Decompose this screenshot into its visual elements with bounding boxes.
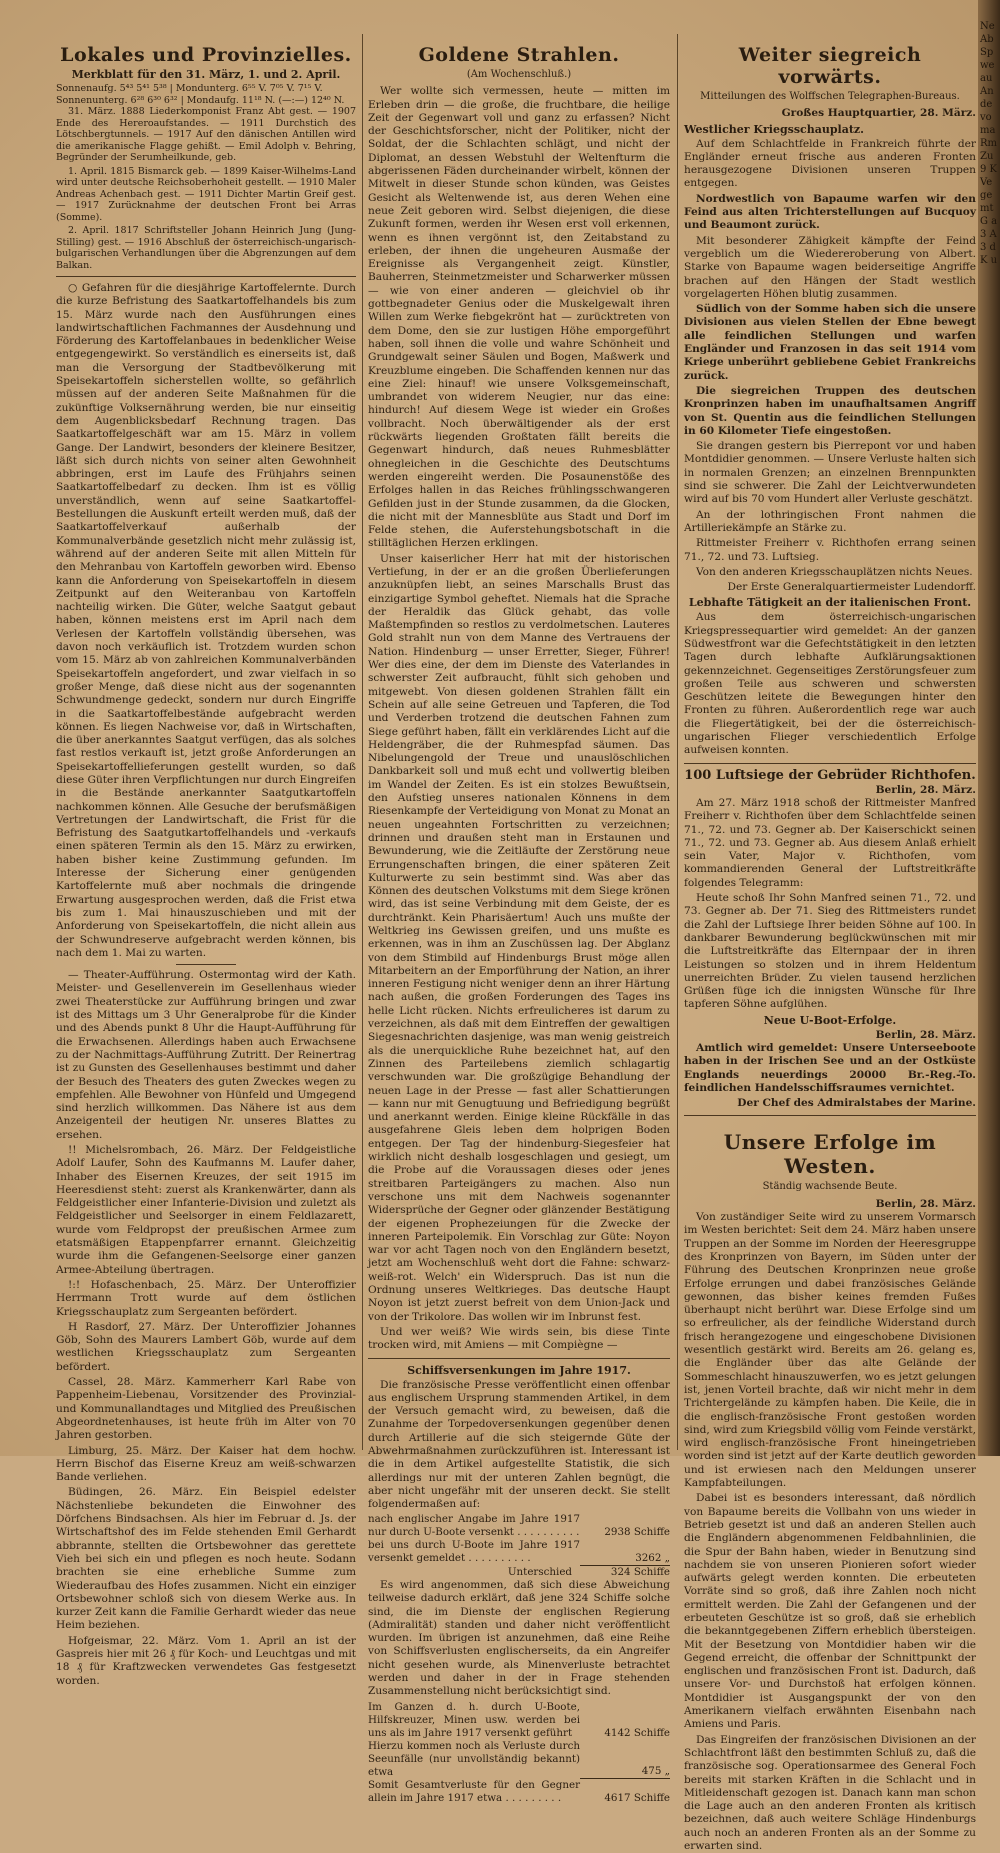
column-rule [362,34,363,1450]
divider [684,763,976,764]
divider [56,276,356,277]
report-paragraph: Nordwestlich von Bapaume warfen wir den Feind aus alten Trichterstellungen auf Bucquoy und Beaumont zurück. [684,192,976,232]
table-row [368,1779,670,1805]
article: Es wird angenommen, daß sich diese Abweichung teilweise dadurch erklärt, daß jene 324 Schiffe solche sind, die im Dienste der englischen Regierung (Admiralität) standen und daher nicht veröffentlicht wurden. Im übrigen ist anzunehmen, daß eine Reihe von Schiffsverlusten englischerseits, da ein Angreifer nicht gesehen wurde, als Minenverluste betrachtet werden und daher in der in Frage stehenden Zusammenstellung nicht berücksichtigt sind. [368,1578,670,1698]
table-cell-value: 3262 „ [635,1551,670,1564]
section-subtitle: Ständig wachsende Beute. [762,1181,898,1193]
report-paragraph: Von den anderen Kriegsschauplätzen nichts Neues. [696,565,973,578]
article-heading: Westlicher Kriegsschauplatz. [684,122,864,136]
report-paragraph: Auf dem Schlachtfelde in Frankreich führte der Engländer erneut frische aus anderen Fronten herausgezogene Divisionen unseren Truppen entgegen. [684,137,976,190]
article-heading: 100 Luftsiege der Gebrüder Richthofen. [684,767,976,783]
report-paragraph: Die siegreichen Truppen des deutschen Kronprinzen haben im unaufhaltsamen Angriff von St. Quentin aus die feindlichen Stellungen in 60 Kilometer Tiefe eingestoßen. [684,384,976,437]
stats-table [368,1701,670,1805]
section-subtitle: Mitteilungen des Wolffschen Telegraphen-Bureaus. [700,91,960,102]
signature: Der Erste Generalquartiermeister Ludendorff. [727,581,976,594]
article: Büdingen, 26. März. Ein Beispiel edelster Nächstenliebe bekundeten die Einwohner des Dörfchens Bindsachsen. Als hier im Februar d. Js. der Wirtschaftshof des im Felde stehenden Emil Gerhardt abbrannte, stellten die Ortsbewohner das gerettete Vieh bei sich ein und pflegen es noch heute. Sodann brachten sie eine erhebliche Summe zum Wiederaufbau des Hofes zusammen. Nicht ein einziger Ortsbewohner schloß sich von diesem Werke aus. In kurzer Zeit kann die Familie Gerhardt wieder das neue Heim beziehen. [56,1486,356,1632]
report-paragraph: Sie drangen gestern bis Pierrepont vor und haben Montdidier genommen. — Unsere Verluste halten sich in normalen Grenzen; an einzelnen Brennpunkten sind sie schwerer. Die Zahl der Leichtverwundeten wird auf bis 70 vom Hundert aller Verluste geschätzt. [684,440,977,506]
table-cell-value: 4617 Schiffe [580,1779,670,1805]
report-paragraph: Südlich von der Somme haben sich die unsere Divisionen aus vielen Stellen der Ebne bewegt alle feindlichen Stellungen und warfen Engländer und Franzosen in das seit 1914 vom Kriege unberührt gebliebene Gebiet Frankreichs zurück. [684,303,976,382]
table-cell-value: 2938 Schiffe [604,1526,670,1539]
feature-paragraph: Unser kaiserlicher Herr hat mit der historischen Vertiefung, in der er an die großen Überlieferungen anzuknüpfen liebt, an seines Marschalls Brust das einzigartige Symbol geheftet. Niemals hat die Sprache der Heraldik das Glück gehabt, das volle Maßtempfinden so restlos zu verdolmetschen. Lauteres Gold strahlt nun von dem Manne des Vertrauens der Nation. Hindenburg — unser Erretter, Sieger, Führer! Wer dies eine, der dem im Dienste des Vaterlandes in schwerster Zeit aufbraucht, fühlt sich gehoben und mitgewebt. Von diesen goldenen Strahlen fällt ein Schein auf alle seine Getreuen und Tapferen, die Tod und Verderben trotzend die deutschen Fahnen zum Siege geführt haben, fällt ein verklärendes Licht auf die Heldengräber, die der Ruhmespfad säumen. Das Nibelungengold der Treue und unauslöschlichen Dankbarkeit soll und muß echt und vollwertig bleiben im Wandel der Zeiten. Es ist ein stolzes Bewußtsein, den Aufstieg unseres nationalen Könnens in dem Riesenkampfe der Verteidigung von Monat zu Monat an neuen ungeahnten Fortschritten zu verzeichnen; drinnen und draußen steht man in Erstaunen und Bewunderung, wie die Zeitläufte der Zerstörung neue Errungenschaften bringen, die einer späteren Zeit Kulturwerte zu sein bestimmt sind. Was aber das Können des deutschen Volkstums mit dem Siege krönen wird, das ist seine Verbindung mit dem Geiste, der es durchtränkt. Kein Pharisäertum! Auch uns mußte der Weltkrieg ins Gewissen greifen, und uns mußte es erkennen, was in ihm an Zuschüssen lag. Der Abglanz von dem Stimbild auf Hindenburgs Brust möge allen Mitarbeitern an der Emporführung der Nation, an ihrer inneren Festigung nicht weniger denn an ihrer Härtung nach außen, die großen Forderungen des Tages ins helle Licht rücken. Nichts erfreulicheres ist darum zu verzeichnen, als daß mit dem Eintreffen der gewaltigen Siegesnachrichten dasjenige, was man wenig geistreich als die unerquickliche Ruhe bezeichnet hat, auf den Zinnen des Parteilebens ziemlich schlagartig verschwunden war. Die großzügige Behandlung der neuen Lage in der Presse — fast aller Schattierungen — kann nur mit Genugtuung und Befriedigung begrüßt und anerkannt werden. Einige kleine Rückfälle in das ausgefahrene Gleis leben dem holprigen Boden entgegen. Der Tag der hindenburg-Siegesfeier hat wirklich nicht deshalb losgeschlagen und gesiegt, um die Probe auf die Voraussagen dieses oder jenes streitbaren Parteigängers zu machen. Also nun verschone uns mit dem Nachweis sogenannter Widersprüche der Gegner oder glänzender Bestätigung der eigenen Prophezeiungen für die Zwecke der inneren Parteipolemik. Ein Vorschlag zur Güte: Noyon war vor acht Tagen noch von den Engländern besetzt, jetzt am Wochenschluß weht dort die Fahne: schwarz-weiß-rot. Welch' ein Widerspruch. Das ist nun die Ordnung unseres Weltkrieges. Das deutsche Haupt Noyon ist jetzt zuerst befreit von dem Union-Jack und von der Trikolore. Das wollen wir im Inbrunst fest. [368,552,670,1323]
article-heading: Schiffsversenkungen im Jahre 1917. [407,1363,631,1377]
table-cell-value: 324 Schiffe [580,1565,670,1579]
report-paragraph: Das Eingreifen der französischen Divisionen an der Schlachtfront läßt den bestimmten Schluß zu, daß die französische sog. Operationsarmee des General Foch bereits mit starken Kräften in die Schlacht und in Mitleidenschaft gezogen ist. Danach kann man schon die Lage auch an den anderen Fronten als kritisch bezeichnen, daß auch weitere Schläge Hindenburgs auch noch an anderen Fronten als an der Somme zu erwarten sind. [684,1733,976,1853]
feature-subtitle: (Am Wochenschluß.) [466,69,572,80]
article: Limburg, 25. März. Der Kaiser hat dem hochw. Herrn Bischof das Eiserne Kreuz am weiß-schwarzen Bande verliehen. [56,1444,356,1484]
table-cell-value: 4142 Schiffe [604,1726,670,1739]
table-row [368,1513,670,1539]
report-paragraph: Am 27. März 1918 schoß der Rittmeister Manfred Freiherr v. Richthofen über dem Schlachtfelde seinen 71., 72. und 73. Gegner ab. Der Kaiserschickt seinen 71., 72. und 73. Gegner ab. Aus diesem Anlaß erhielt sein Vater, Major v. Richthofen, vom kommandierenden General der Luftstreitkräfte folgendes Telegramm: [684,796,976,889]
report-paragraph: Aus dem österreichisch-ungarischen Kriegspressequartier wird gemeldet: An der ganzen Südwestfront war die Gefechtstätigkeit in den letzten Tagen durch lebhafte Aufklärungsaktionen gekennzeichnet. Gegenseitiges Zerstörungsfeuer zum großen Teile aus schweren und schwersten Geschützen leitete die Bewegungen hinter den Fronten zu führen. Außerordentlich rege war auch die Fliegertätigkeit, bei der die österreichisch-ungarischen Flieger verschiedentlich Erfolge aufweisen konnten. [684,611,976,757]
article: Hofgeismar, 22. März. Vom 1. April an ist der Gaspreis hier mit 26 ₰ für Koch- und Leuchtgas und mit 18 ₰ für Kraftzwecken verwendetes Gas festgesetzt worden. [56,1634,356,1687]
table-cell-value: 475 „ [641,1765,670,1778]
divider [176,964,236,965]
report-paragraph: Von zuständiger Seite wird zu unserem Vormarsch im Westen berichtet: Seit dem 24. März haben unsere Truppen an der Somme im Norden der Heeresgruppe des Kronprinzen von Bayern, im Süden unter der Führung des Deutschen Kronprinzen neue große Erfolge errungen und dabei französisches Gelände gewonnen, das bisher keines fremden Fußes überhaupt nicht berührt war. Diese Erfolge sind um so erfreulicher, als der feindliche Widerstand durch frisch herangezogene und eingeschobene Divisionen wesentlich gestärkt wird. Bereits am 26. gelang es, die Engländer über das alte Gelände der Sommeschlacht hinauszuwerfen, wo es jetzt gelungen ist, jenen Vorteil brachte, daß wir nicht mehr in dem Trichtergelände zu kämpfen haben. Die Keile, die in die englisch-französische Front gestoßen worden sind, wird zum Kriegsbild völlig vom Feinde verstärkt, wird englisch-französische Front hineingetrieben worden sind ist jetzt auf der Karte deutlich geworden und ist erwiesen nach den Meldungen unserer Kampfabteilungen. [684,1211,976,1490]
article-heading: Lebhafte Tätigkeit an der italienischen Front. [688,596,972,610]
column-war-reports [684,34,977,1853]
report-paragraph: Mit besonderer Zähigkeit kämpfte der Feind vergeblich um die Wiedereroberung von Albert. Starke von Bapaume wagen beiderseitige Angriffe brachen auf den Hängen der Stadt westlich vorgelagerten Höhen blutig zusammen. [684,234,976,300]
table-cell-label: Somit Gesamtverluste für den Gegner allein im Jahre 1917 etwa . . . . . . . . . [368,1778,580,1804]
table-row [368,1740,670,1779]
history-entry: 2. April. 1817 Schriftsteller Johann Heinrich Jung (Jung-Stilling) gest. — 1916 Abschluß der österreichisch-ungarisch-bulgarischen Verhandlungen über die Abgrenzungen auf dem Balkan. [56,225,356,271]
column-local-news [56,34,356,1687]
dateline: Berlin, 28. März. [875,1197,976,1210]
article: — Theater-Aufführung. Ostermontag wird der Kath. Meister- und Gesellenverein im Gesellenhaus wieder zwei Theaterstücke zur Aufführung bringen und zwar ist des Mittags um 3 Uhr Generalprobe für die Kinder und des Abends punkt 8 Uhr die Haupt-Aufführung für die Erwachsenen. Allerdings haben auch Erwachsene zu der Nachmittags-Aufführung Zutritt. Der Reinertrag ist zu Gunsten des Gesellenhauses bestimmt und daher der Besuch des Theaters des guten Zweckes wegen zu empfehlen. Alle Bewohner von Hünfeld und Umgegend sind herzlich willkommen. Das Nähere ist aus dem Anzeigenteil der heutigen Nr. unseres Blattes zu ersehen. [56,969,356,1141]
article: ○ Gefahren für die diesjährige Kartoffelernte. Durch die kurze Befristung des Saatkartoffelhandels bis zum 15. März wurde nach den Ausführungen eines landwirtschaftlichen Fachmannes der Ausdehnung und Förderung des Kartoffelanbaues in bedenklicher Weise entgegengewirkt. So verständlich es einerseits ist, daß man die Versorgung der Stadtbevölkerung mit Speisekartoffeln sicherstellen wollte, so gefährlich müssen auf der anderen Seite Maßnahmen für die zukünftige Volksernährung werden, bie nur einseitig dem Augenblicksbedarf Rechnung tragen. Das Saatkartoffelgeschäft war am 15. März in vollem Gange. Der Landwirt, besonders der kleinere Besitzer, läßt sich durch nichts von seiner alten Gewohnheit abbringen, erst im Laufe des Frühjahrs seinen Saatkartoffelbedarf zu decken. Ihm ist es völlig unverständlich, wenn auf seine Saatkartoffel-Bestellungen die Auskunft erteilt werden muß, daß der Saatkartoffelverkauf außerhalb der Kommunalverbände gesetzlich nicht mehr zulässig ist, während auf der anderen Seite mit allen Mitteln für den Mehranbau von Kartoffeln geworben wird. Ebenso kann die Anforderung von Speisekartoffeln in diesem Zeitpunkt auf den Weiteranbau von Kartoffeln nachteilig wirken. Die Güter, welche Saatgut gebaut haben, können meistens erst im April nach dem Verlesen der Kartoffeln vollständig übersehen, was davon noch verkäuflich ist. Trotzdem wurden schon vom 15. März ab von zahlreichen Kommunalverbänden Speisekartoffeln angefordert, und zwar vielfach in so großer Menge, daß diese nicht aus der sogenannten Schwundmenge gedeckt, sondern nur durch Eingriffe in die Saatkartoffelbestände aufgebracht werden können. Es liegen Nachweise vor, daß in Wirtschaften, die über anerkanntes Saatgut verfügen, das als solches fast restlos verkauft ist, jetzt große Anforderungen an Speisekartoffellieferungen gestellt wurden, so daß diese Güter ihren Verpflichtungen nur durch Eingreifen in die Bestände anerkannter Saatgutkartoffeln nachkommen können. Alle Gesuche der berufsmäßigen Vertretungen der Landwirtschaft, die Frist für die Befristung des Saatgutkartoffelhandels und -verkaufs einen späteren Termin als den 15. März zu erwirken, haben bisher keine Zustimmung gefunden. Im Interesse der Sicherung einer genügenden Kartoffelernte muß aber nochmals die dringende Erwartung ausgesprochen werden, daß die Frist etwa bis zum 1. Mai hinauszuschieben und mit der Anforderung von Speisekartoffeln, die nicht allein aus der Schwundreserve aufgebracht werden können, bis nach dem 1. Mai zu warten. [56,282,356,959]
section-title: Lokales und Provinzielles. [60,44,352,66]
column-rule [677,34,678,1450]
article: Die französische Presse veröffentlicht einen offenbar aus englischem Ursprung stammenden Artikel, in dem der Versuch gemacht wird, zu beweisen, daß die Zunahme der Torpedoversenkungen gegenüber denen durch Artillerie auf die sich steigernde Güte der Abwehrmaßnahmen zurückzuführen ist. Interessant ist die in dem Artikel aufgestellte Statistik, die sich allerdings nur mit der unteren Zahlen begnügt, die aber nicht ungefähr mit der unseren deckt. Sie stellt folgendermaßen auf: [368,1378,670,1511]
table-cell-label: Hierzu kommen noch als Verluste durch Seeunfälle (nur unvollständig bekannt) etwa [368,1739,580,1778]
report-paragraph: Dabei ist es besonders interessant, daß nördlich von Bapaume bereits die Vollbahn von uns wieder in Betrieb gesetzt ist und daß an anderen Stellen auch die Engländern abgenommenen Feldbahnlinien, die die Spur der Bahn haben, wieder in Benutzung sind nachdem sie von unseren Pionieren sofort wieder aufwärts gelegt werden konnten. Die erbeuteten Vorräte sind so groß, daß ihre Zahlen noch nicht ermittelt werden. Die Zahl der Gefangenen und der erbeuteten Geschütze ist so groß, daß sie erheblich die bekanntgegebenen Ziffern erheblich übersteigen. Mit der Besetzung von Montdidier haben wir die Gegend erreicht, die offenbar der Schnittpunkt der englischen und französischen Front ist. Dadurch, daß unsere Vor- und Durchstoß hat erfolgen können. Montdidier ist Ausgangspunkt der von den Amerikanern vielfach erwähnten Eisenbahn nach Amiens und Paris. [684,1492,976,1731]
table-row [368,1539,670,1565]
table-cell-label: nach englischer Angabe im Jahre 1917 nur durch U-Boote versenkt . . . . . . . . . . [368,1513,580,1539]
table-cell-label: Unterschied [507,1565,572,1578]
almanac-heading: Merkblatt für den 31. März, 1. und 2. April. [71,68,341,81]
edge-text: Ne Ab Sp we au An de vo ma Rm Zu 9 K Ve ge mt G a 3 A 3 d K u [980,21,998,266]
article: !! Michelsrombach, 26. März. Der Feldgeistliche Adolf Laufer, Sohn des Kaufmanns M. Laufer daher, Inhaber des Eisernen Kreuzes, der seit 1915 im Heeresdienst steht: zuerst als Krankenwärter, dann als Feldgeistlicher einer Infanterie-Division und zuletzt als Feldgeistlicher und Seelsorger in einem Feldlazarett, wurde vom Feldpropst der preußischen Armee zum etatsmäßigen Etappenpfarrer ernannt. Gleichzeitig wurde ihm die Gefangenen-Seelsorge einer ganzen Armee-Abteilung übertragen. [56,1144,356,1276]
almanac-line: Sonnenaufg. 5⁴³ 5⁴¹ 5³⁸ | Mondunterg. 6⁵⁵ V. 7⁰⁵ V. 7¹⁵ V. [56,83,323,94]
column-feature [368,34,670,1804]
table-cell-label: bei uns durch U-Boote im Jahre 1917 versenkt gemeldet . . . . . . . . . . [368,1539,580,1565]
divider [684,1115,976,1116]
article: H Rasdorf, 27. März. Der Unteroffizier Johannes Göb, Sohn des Maurers Lambert Göb, wurde auf dem westlichen Kriegsschauplatz zum Sergeanten befördert. [56,1320,356,1373]
report-paragraph: Heute schoß Ihr Sohn Manfred seinen 71., 72. und 73. Gegner ab. Der 71. Sieg des Rittmeisters rundet die Zahl der Luftsiege Ihrer beiden Söhne auf 100. In dankbarer Bewunderung beglückwünschen mit mir die Luftstreitkräfte das Elternpaar der in ihren Leistungen so stolzen und in ihrem Heldentum unerreichten Brüder. Zu vielen tausend herzlichen Grüßen füge ich die innigsten Wünsche für Ihre tapferen Söhne aufglühen. [684,892,976,1011]
section-title: Unsere Erfolge im Westen. [723,1130,937,1179]
feature-paragraph: Und wer weiß? Wie wirds sein, bis diese Tinte trocken wird, mit Amiens — mit Compiègne — [368,1325,670,1352]
signature: Der Chef des Admiralstabes der Marine. [737,1097,976,1110]
dateline: Berlin, 28. März. [875,1028,976,1041]
history-entry: 1. April. 1815 Bismarck geb. — 1899 Kaiser-Wilhelms-Land wird unter deutsche Reichsoberhoheit gestellt. — 1910 Maler Andreas Achenbach gest. — 1911 Dichter Martin Greif gest. — 1917 Zurücknahme der deutschen Front bei Arras (Somme). [56,165,356,223]
table-cell-label: Im Ganzen d. h. durch U-Boote, Hilfskreuzer, Minen usw. werden bei uns als im Jahre 1917 versenkt geführt [368,1700,580,1739]
article-heading: Neue U-Boot-Erfolge. [763,1013,897,1027]
stats-table [368,1513,670,1579]
article: Cassel, 28. März. Kammerherr Karl Rabe von Pappenheim-Liebenau, Vorsitzender des Provinzial- und Kommunallandtages und Mitglied des Preußischen Abgeordnetenhauses, ist heute früh im Alter von 70 Jahren gestorben. [56,1376,356,1442]
report-paragraph: Rittmeister Freiherr v. Richthofen errang seinen 71., 72. und 73. Luftsieg. [684,537,976,563]
article: !:! Hofaschenbach, 25. März. Der Unteroffizier Herrmann Trott wurde auf dem östlichen Kriegsschauplatz zum Sergeanten befördert. [56,1278,356,1318]
dateline: Berlin, 28. März. [875,783,976,796]
section-title: Weiter siegreich vorwärts. [738,44,922,88]
report-paragraph: Amtlich wird gemeldet: Unsere Unterseeboote haben in der Irischen See und an der Ostküste Englands neuerdings 20000 Br.-Reg.-To. feindlichen Handelsschiffsraumes vernichtet. [684,1042,976,1094]
table-row [368,1701,670,1740]
binding-edge [978,0,1000,1456]
report-paragraph: An der lothringischen Front nahmen die Artilleriekämpfe an Stärke zu. [684,508,976,534]
history-entry: 31. März. 1888 Liederkomponist Franz Abt gest. — 1907 Ende des Hereroaufstandes. — 1911 Durchstich des Lötschbergtunnels. — 1917 Auf den dänischen Antillen wird die amerikanische Flagge gehißt. — Emil Adolph v. Behring, Begründer der Serumheilkunde, geb. [56,106,356,163]
feature-paragraph: Wer wollte sich vermessen, heute — mitten im Erleben drin — die große, die fruchtbare, die heilige Zeit der Gegenwart voll und ganz zu erfassen? Nicht der Geschichtsforscher, nicht der Politiker, nicht der Soldat, der die Schlachten schlägt, und nicht der Diplomat, an dessen Webstuhl der Weltenfturm die abgerissenen Fäden durcheinander wirbelt, können der Mitwelt in dieser Stunde schon künden, was Geistes Gesicht als Weltenwende ist, aus deren Wehen eine neue Zeit geboren wird. Selbst diejenigen, die diese Zukunft formen, werden ihr Wesen erst voll erkennen, wenn es ihnen vergönnt ist, den Zeitabstand zu erleben, der ihnen die ungeheuren Ausmaße der Ereignisse als Vergangenheit zeigt. Künstler, Bauherren, Steinmetzmeister und Scharwerker müssen — wie von einer anderen — gleichviel ob ihr gottbegnadeter Genius oder die Muskelgewalt ihren Willen zum Werke fiebgekrönt hat — zurücktreten von dem Dome, den sie zur lustigen Höhe emporgeführt haben, soll ihnen die volle und wahre Schönheit und Grundgewalt seiner Säulen und Bogen, Maßwerk und Kreuzblume eingeben. Die Schaffenden kennen nur das eine Ziel: hinauf! wie unsere Volksgemeinschaft, umbrandet von widerem Neugier, nur das eine: hindurch! Auf diesem Wege ist wieder ein Großes vollbracht. Noch überwältigender als der erst rückwärts liegenden Großtaten fällt bereits die Gegenwart hindurch, daß neues Ruhmesblätter ohnegleichen in die Geschichte des Deutschtums werden eingereiht werden. Die Posaunenstöße des Erfolges hallen in das Reiches frühlingsschwangeren Gefilden just in der Stunde zusammen, da die Glocken, die nicht mit der Mannesblüte aus Stadt und Dorf im Felde stehen, die Auferstehungsbotschaft in die stilltäglichen Herzen erklingen. [368,85,670,550]
almanac-line: Sonnenunterg. 6²⁸ 6³⁰ 6³² | Mondaufg. 11¹⁸ N. (—:—) 12⁴⁰ N. [56,94,345,106]
table-row [368,1565,670,1579]
divider [368,1358,670,1359]
feature-title: Goldene Strahlen. [418,44,620,66]
dateline: Großes Hauptquartier, 28. März. [781,107,976,120]
